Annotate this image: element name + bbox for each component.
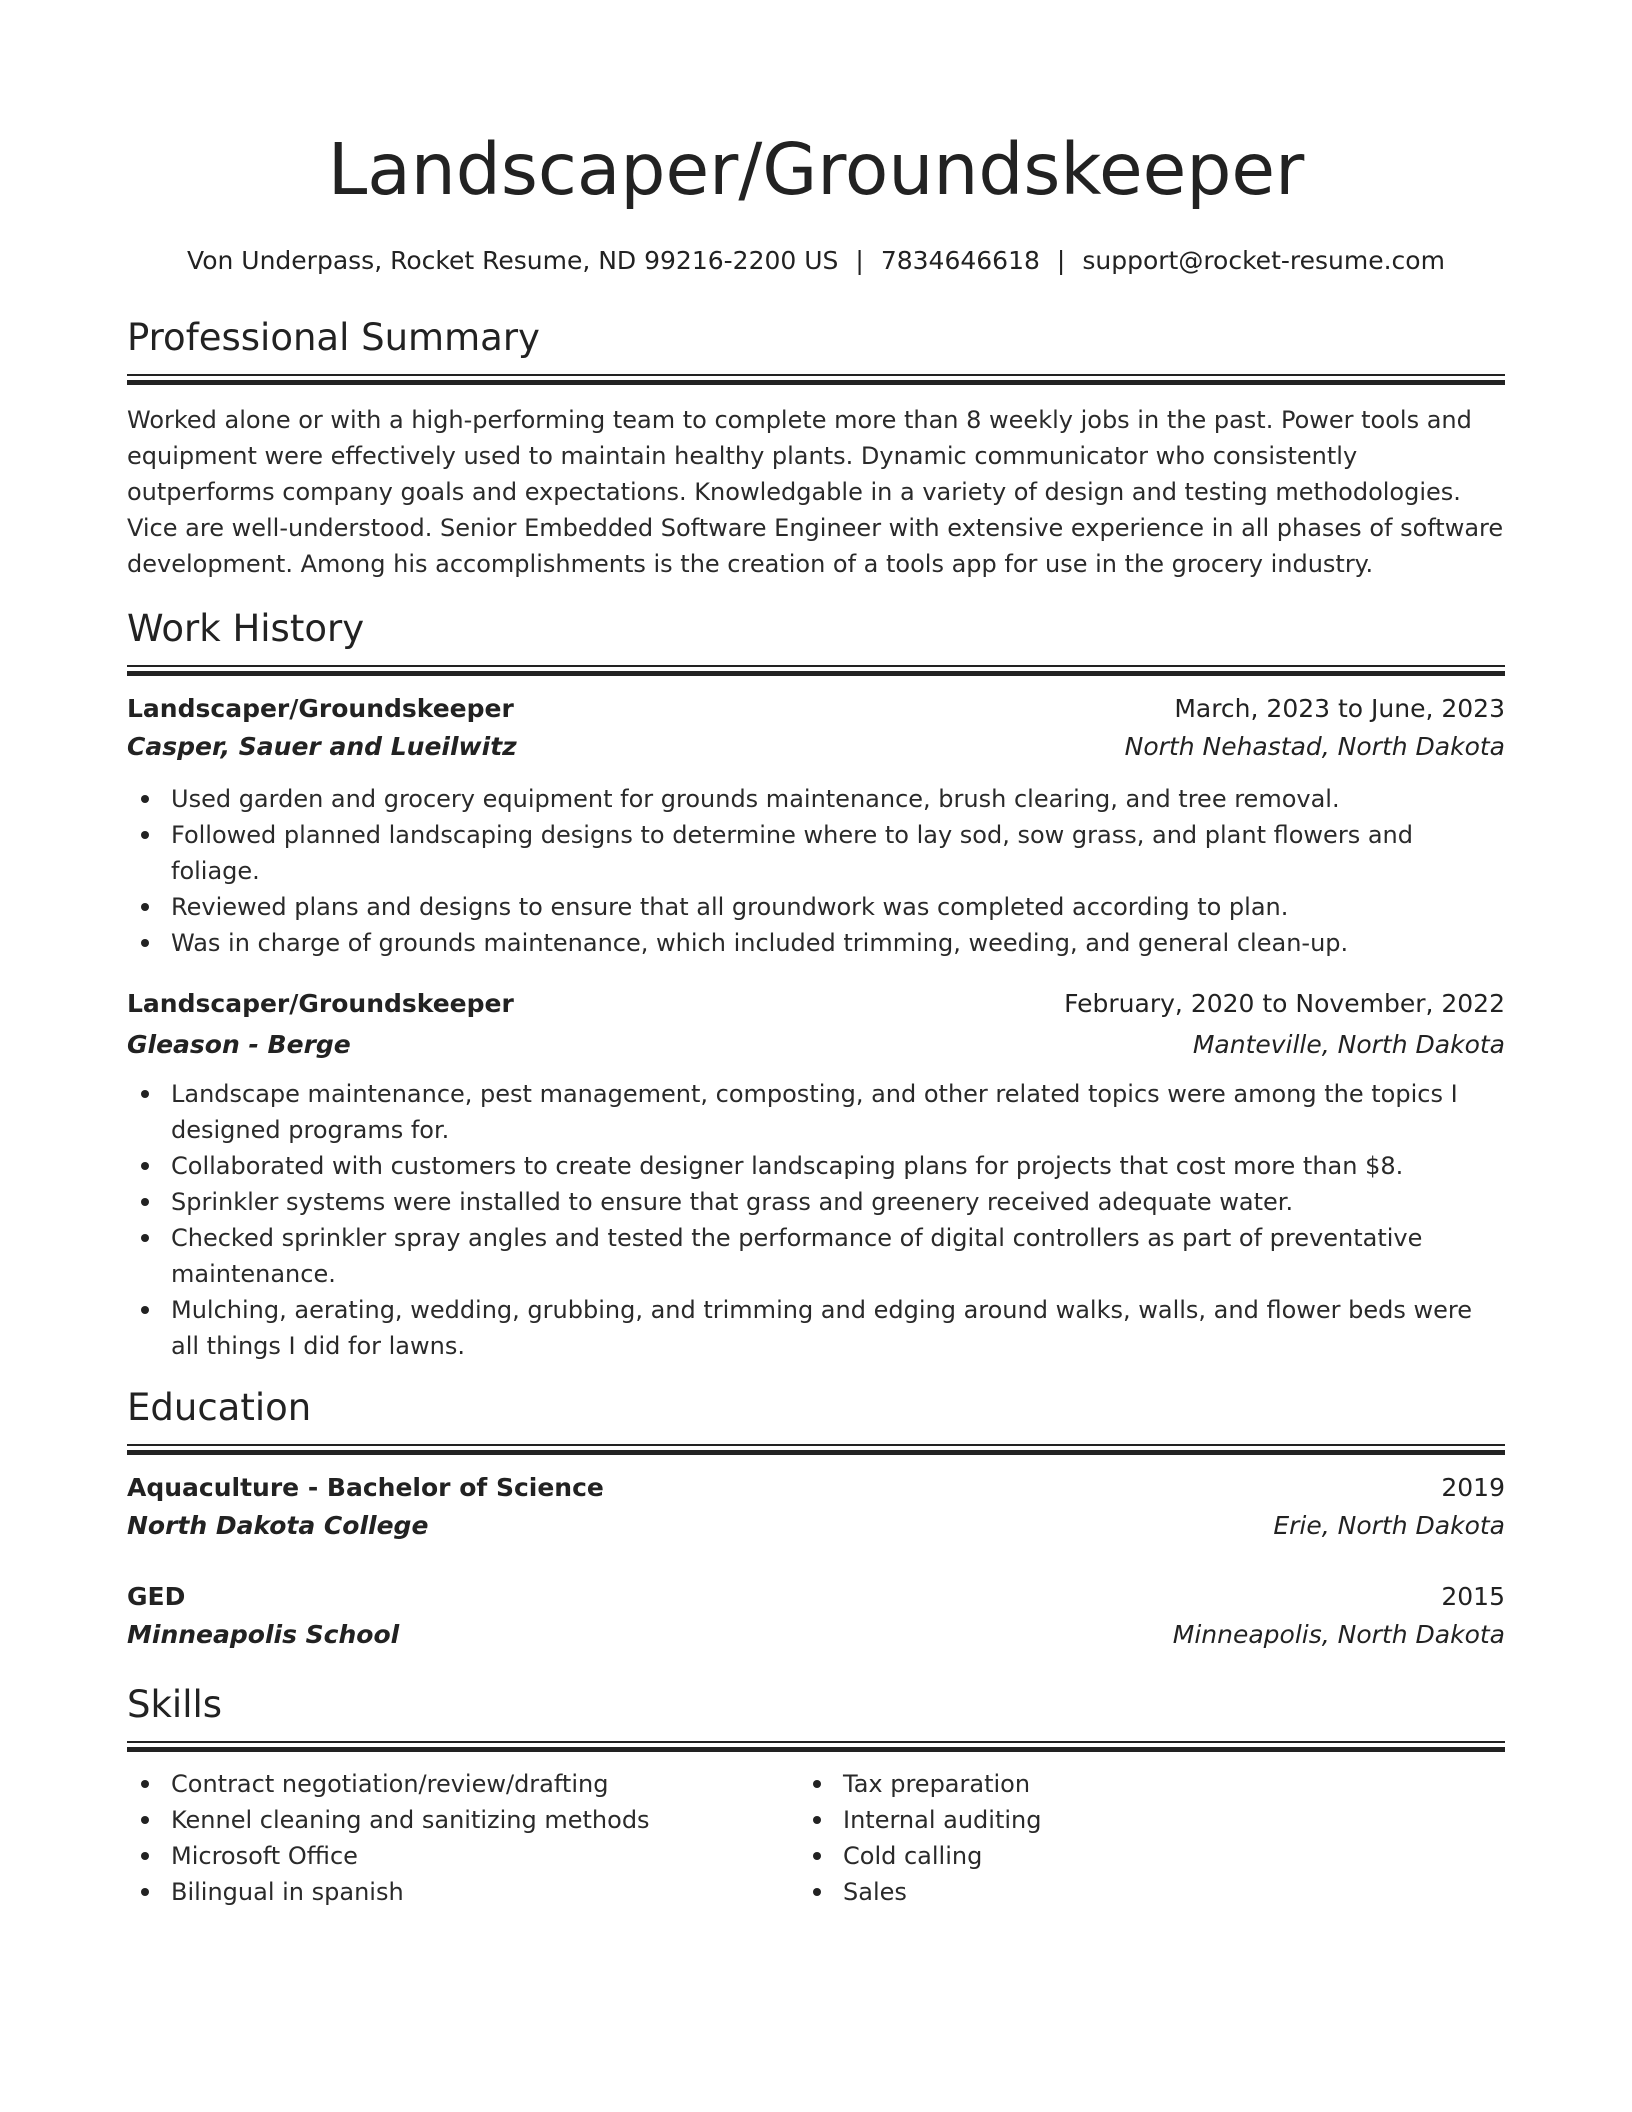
job-dates: February, 2020 to November, 2022 (1064, 989, 1505, 1018)
education-entry (127, 1469, 1505, 1545)
list-item: Mulching, aerating, wedding, grubbing, and trimming and edging around walks, walls, and flower beds were all things I did for lawns. (127, 1292, 1505, 1364)
contact-email: support@rocket-resume.com (1082, 246, 1445, 275)
job-title: Landscaper/Groundskeeper (127, 989, 514, 1018)
list-item: Landscape maintenance, pest management, composting, and other related topics were among the topics I designed programs for. (127, 1076, 1505, 1148)
resume-name: Landscaper/Groundskeeper (327, 128, 1305, 211)
contact-address: Von Underpass, Rocket Resume, ND 99216-2200 US (187, 246, 839, 275)
education-year: 2015 (1441, 1582, 1505, 1611)
job-location: North Nehastad, North Dakota (1124, 732, 1505, 761)
skill-item: Sales (799, 1874, 1471, 1910)
job-header-row (127, 985, 1505, 1023)
job-dates: March, 2023 to June, 2023 (1174, 694, 1505, 723)
education-degree: GED (127, 1582, 186, 1611)
skill-item: Internal auditing (799, 1802, 1471, 1838)
job-company: Gleason - Berge (127, 1030, 351, 1059)
education-entry (127, 1578, 1505, 1654)
section-divider (127, 1444, 1505, 1454)
education-location: Minneapolis, North Dakota (1172, 1620, 1505, 1649)
job-bullets (127, 1076, 1505, 1364)
contact-separator: | (1056, 246, 1066, 275)
list-item: Followed planned landscaping designs to determine where to lay sod, sow grass, and plant flowers and foliage. (127, 817, 1505, 889)
skill-item: Microsoft Office (127, 1838, 799, 1874)
job-bullets (127, 781, 1505, 961)
education-header-row (127, 1469, 1505, 1507)
skills-list-right (799, 1766, 1471, 1910)
section-title-education: Education (127, 1386, 312, 1429)
job-entry (127, 690, 1505, 961)
skill-item: Cold calling (799, 1838, 1471, 1874)
education-section (127, 1384, 1505, 1654)
skills-list-left (127, 1766, 799, 1910)
job-company: Casper, Sauer and Lueilwitz (127, 732, 517, 761)
skill-item: Bilingual in spanish (127, 1874, 799, 1910)
education-degree: Aquaculture - Bachelor of Science (127, 1473, 604, 1502)
skills-section (127, 1681, 1505, 1910)
list-item: Used garden and grocery equipment for grounds maintenance, brush clearing, and tree removal. (127, 781, 1505, 817)
education-school-row (127, 1616, 1505, 1654)
list-item: Was in charge of grounds maintenance, which included trimming, weeding, and general clean-up. (127, 925, 1505, 961)
skill-item: Contract negotiation/review/drafting (127, 1766, 799, 1802)
contact-phone: 7834646618 (880, 246, 1040, 275)
work-history-section (127, 605, 1505, 1364)
job-header-row (127, 690, 1505, 728)
skills-grid (127, 1766, 1505, 1910)
job-company-row (127, 728, 1505, 766)
education-school: North Dakota College (127, 1511, 429, 1540)
job-entry (127, 985, 1505, 1364)
job-company-row (127, 1026, 1505, 1064)
resume-page (127, 0, 1505, 1910)
list-item: Checked sprinkler spray angles and tested the performance of digital controllers as part of preventative maintenance. (127, 1220, 1505, 1292)
section-title-work-history: Work History (127, 607, 365, 650)
section-divider (127, 1741, 1505, 1751)
section-title-skills: Skills (127, 1683, 223, 1726)
education-school-row (127, 1507, 1505, 1545)
section-title-summary: Professional Summary (127, 316, 540, 359)
list-item: Sprinkler systems were installed to ensure that grass and greenery received adequate water. (127, 1184, 1505, 1220)
contact-separator: | (855, 246, 864, 275)
summary-text: Worked alone or with a high-performing team to complete more than 8 weekly jobs in the past. Power tools and equipment were effectively used to maintain healthy plants. Dynamic communicator who consistently outperforms company goals and expectations. Knowledgable in a variety of design and testing methodologies. Vice are well-understood. Senior Embedded Software Engineer with extensive experience in all phases of software development. Among his accomplishments is the creation of a tools app for use in the grocery industry. (127, 406, 1504, 578)
education-header-row (127, 1578, 1505, 1616)
education-location: Erie, North Dakota (1273, 1511, 1505, 1540)
section-divider (127, 374, 1505, 384)
skill-item: Kennel cleaning and sanitizing methods (127, 1802, 799, 1838)
list-item: Collaborated with customers to create designer landscaping plans for projects that cost more than $8. (127, 1148, 1505, 1184)
education-year: 2019 (1441, 1473, 1505, 1502)
skill-item: Tax preparation (799, 1766, 1471, 1802)
education-school: Minneapolis School (127, 1620, 400, 1649)
summary-section (127, 314, 1505, 582)
job-title: Landscaper/Groundskeeper (127, 694, 514, 723)
section-divider (127, 665, 1505, 675)
job-location: Manteville, North Dakota (1192, 1030, 1505, 1059)
list-item: Reviewed plans and designs to ensure that all groundwork was completed according to plan. (127, 889, 1505, 925)
contact-line (127, 243, 1505, 279)
